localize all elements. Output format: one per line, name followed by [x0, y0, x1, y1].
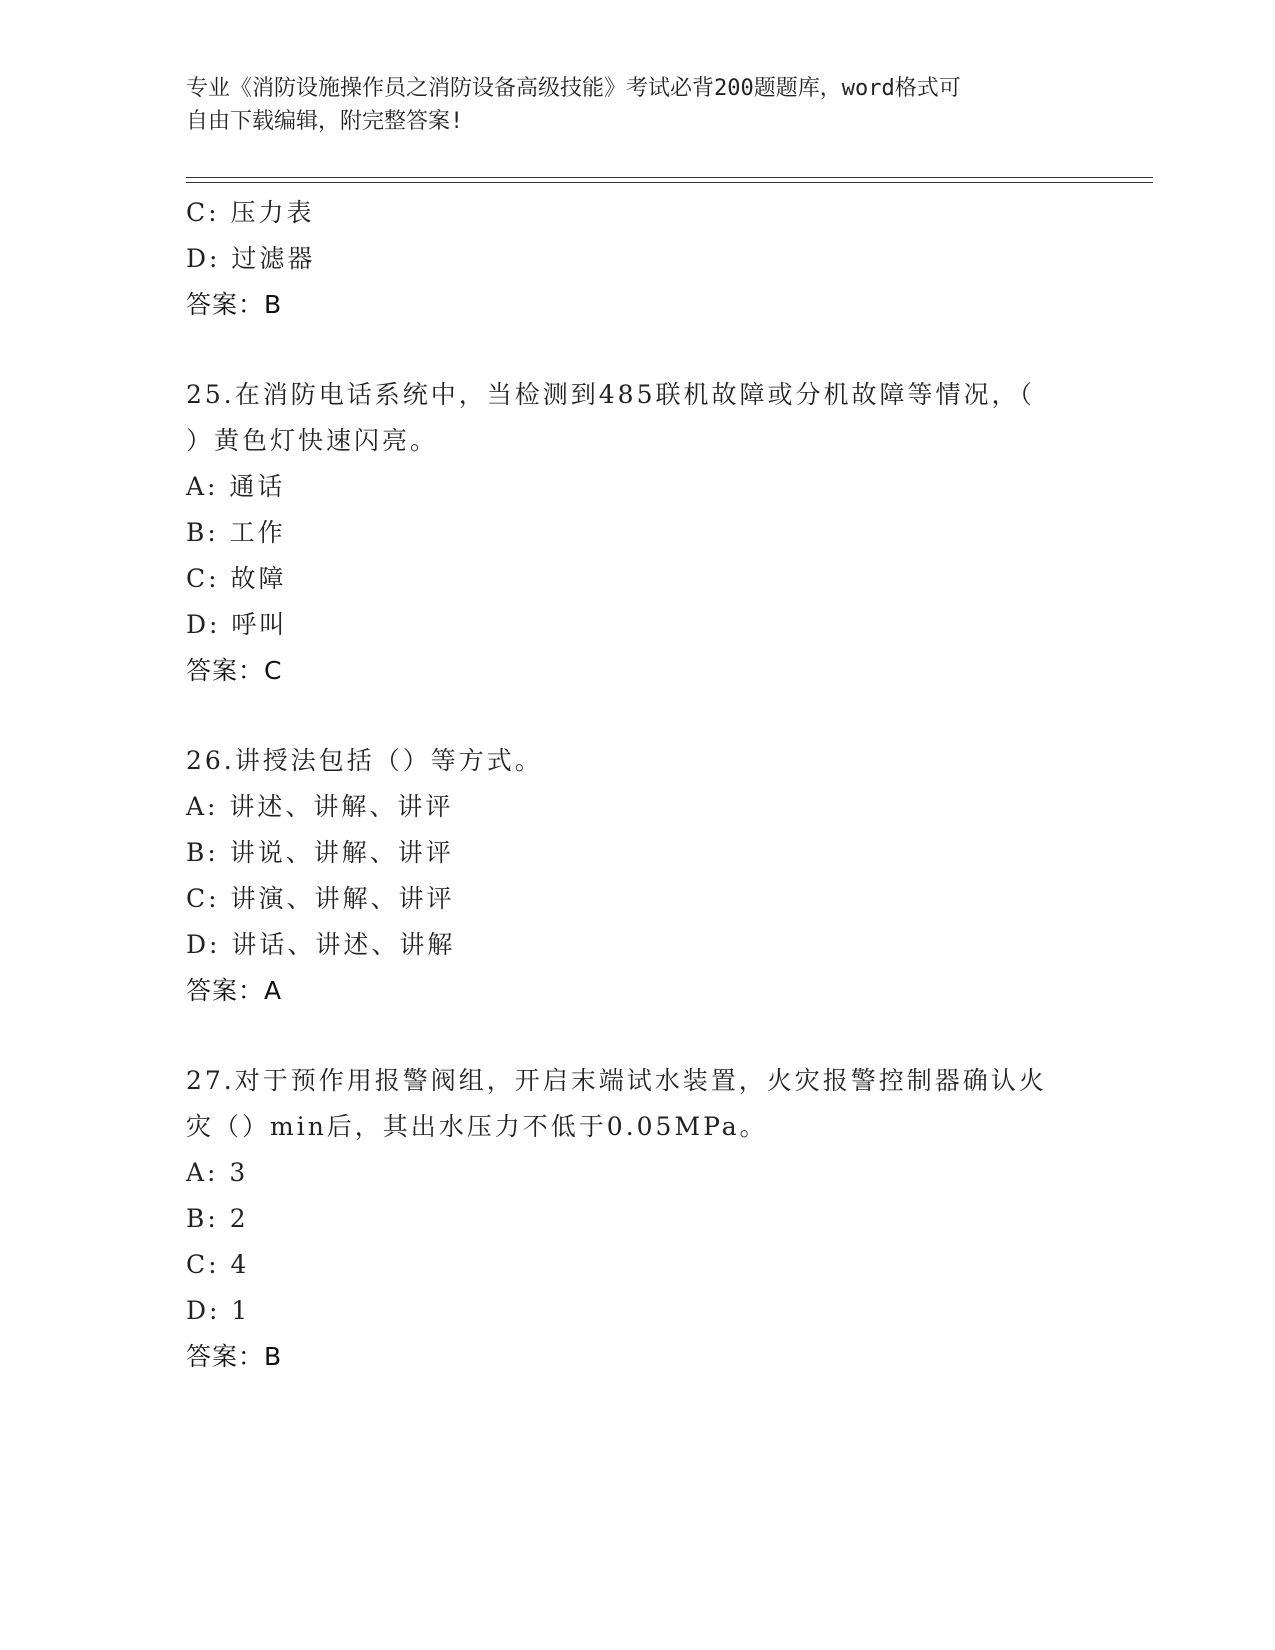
option-d: D: 1 [186, 1296, 251, 1325]
option-a: A: 讲述、讲解、讲评 [186, 792, 454, 821]
answer-line: 答案：B [186, 290, 283, 319]
answer-line: 答案：B [186, 1342, 283, 1371]
option-c: C: 故障 [186, 564, 287, 593]
option-d: D: 过滤器 [186, 244, 316, 273]
option-b: B: 2 [186, 1204, 249, 1233]
header-rule-top [186, 177, 1153, 178]
option-b: B: 工作 [186, 518, 286, 547]
option-a: A: 3 [186, 1158, 249, 1187]
header-line-2: 自由下载编辑，附完整答案! [186, 109, 464, 134]
header-rule-bottom [186, 182, 1153, 183]
option-d: D: 讲话、讲述、讲解 [186, 930, 456, 959]
header-line-1: 专业《消防设施操作员之消防设备高级技能》考试必背200题题库，word格式可 [186, 76, 961, 101]
option-c: C: 4 [186, 1250, 250, 1279]
carry-over-block [186, 190, 1086, 328]
answer-line: 答案：C [186, 656, 283, 685]
option-b: B: 讲说、讲解、讲评 [186, 838, 454, 867]
option-d: D: 呼叫 [186, 610, 288, 639]
answer-line: 答案：A [186, 976, 283, 1005]
question-26 [186, 738, 1086, 1014]
question-25 [186, 372, 1086, 694]
question-text: 25.在消防电话系统中，当检测到485联机故障或分机故障等情况，（ [186, 380, 1035, 409]
option-c: C: 压力表 [186, 198, 315, 227]
question-text-continued: ）黄色灯快速闪亮。 [186, 426, 439, 455]
question-text: 26.讲授法包括（）等方式。 [186, 746, 543, 775]
option-c: C: 讲演、讲解、讲评 [186, 884, 455, 913]
option-a: A: 通话 [186, 472, 286, 501]
question-27 [186, 1058, 1086, 1380]
document-body [186, 190, 1086, 1380]
question-text-continued: 灾（）min后，其出水压力不低于0.05MPa。 [186, 1112, 768, 1141]
document-header [186, 72, 1066, 138]
question-text: 27.对于预作用报警阀组，开启末端试水装置，火灾报警控制器确认火 [186, 1066, 1047, 1095]
